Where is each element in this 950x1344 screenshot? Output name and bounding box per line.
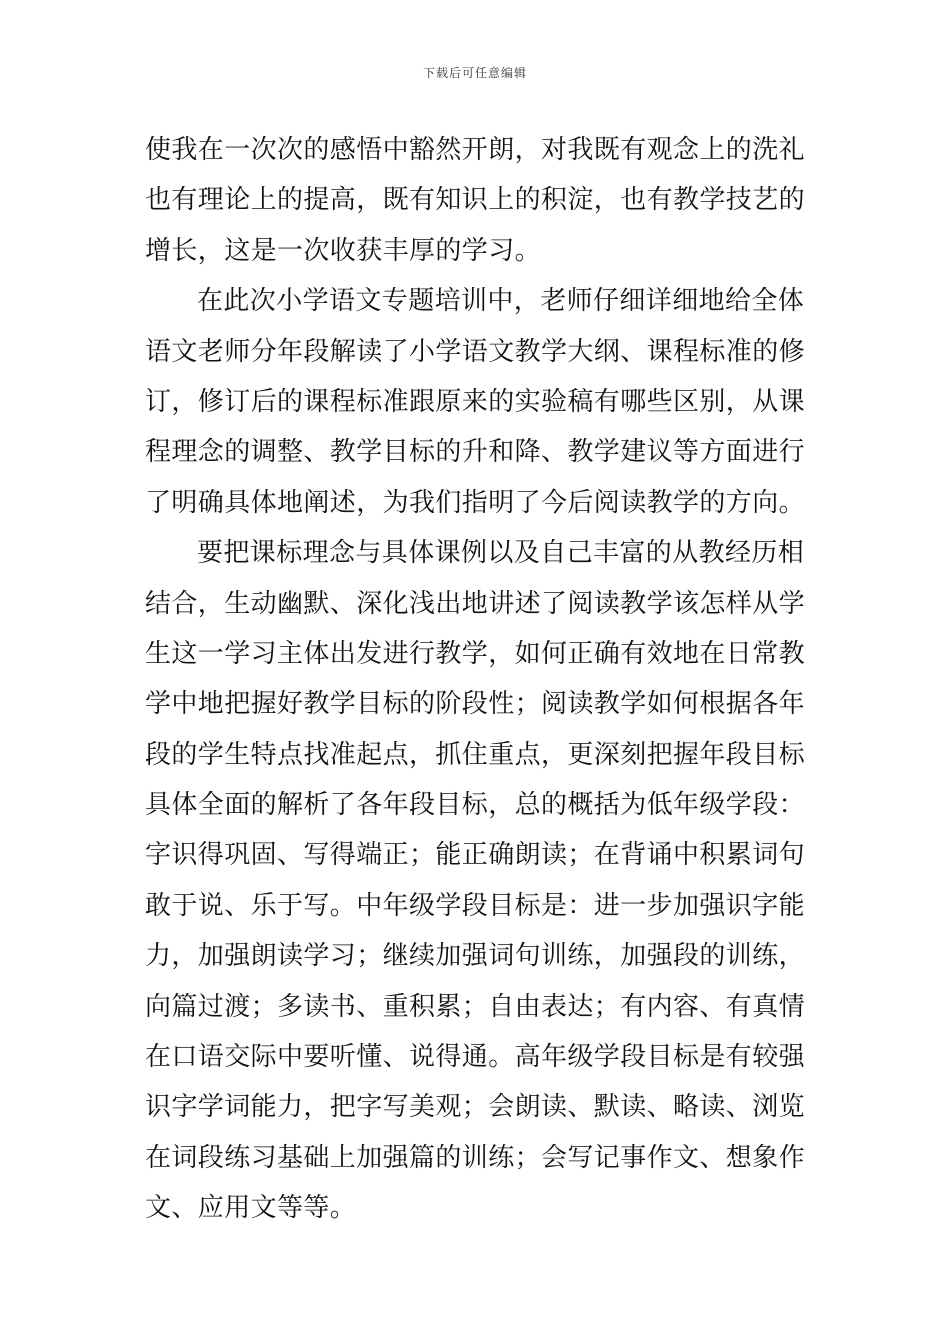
text-line: 生这一学习主体出发进行教学，如何正确有效地在日常教 [145,638,806,669]
text-line: 向篇过渡；多读书、重积累；自由表达；有内容、有真情 [145,991,806,1022]
text-line: 增长，这是一次收获丰厚的学习。 [145,235,542,266]
text-line: 在词段练习基础上加强篇的训练；会写记事作文、想象作 [145,1142,806,1173]
text-line: 使我在一次次的感悟中豁然开朗，对我既有观念上的洗礼 [145,135,806,165]
text-line: 识字学词能力，把字写美观；会朗读、默读、略读、浏览 [145,1092,806,1123]
text-line: 程理念的调整、教学目标的升和降、教学建议等方面进行 [145,437,806,468]
text-line: 结合，生动幽默、深化浅出地讲述了阅读教学该怎样从学 [145,588,806,619]
text-line: 学中地把握好教学目标的阶段性；阅读教学如何根据各年 [145,689,806,720]
document-body [145,125,805,1234]
text-line: 段的学生特点找准起点，抓住重点，更深刻把握年段目标 [145,739,806,770]
text-line: 订，修订后的课程标准跟原来的实验稿有哪些区别，从课 [145,386,806,417]
text-line: 也有理论上的提高，既有知识上的积淀，也有教学技艺的 [145,185,806,216]
text-line: 敢于说、乐于写。中年级学段目标是：进一步加强识字能 [145,890,806,921]
paragraph-start-line: 在此次小学语文专题培训中，老师仔细详细地给全体 [197,286,805,317]
text-line: 文、应用文等等。 [145,1193,357,1224]
paragraph-start-line: 要把课标理念与具体课例以及自己丰富的从教经历相 [197,538,805,569]
text-line: 力，加强朗读学习；继续加强词句训练，加强段的训练， [145,941,806,972]
text-line: 语文老师分年段解读了小学语文教学大纲、课程标准的修 [145,336,806,367]
text-line: 字识得巩固、写得端正；能正确朗读；在背诵中积累词句 [145,840,806,871]
text-line: 在口语交际中要听懂、说得通。高年级学段目标是有较强 [145,1042,806,1073]
page-header: 下载后可任意编辑 [422,66,527,80]
text-line: 了明确具体地阐述，为我们指明了今后阅读教学的方向。 [145,487,806,518]
text-line: 具体全面的解析了各年段目标，总的概括为低年级学段： [145,790,806,821]
